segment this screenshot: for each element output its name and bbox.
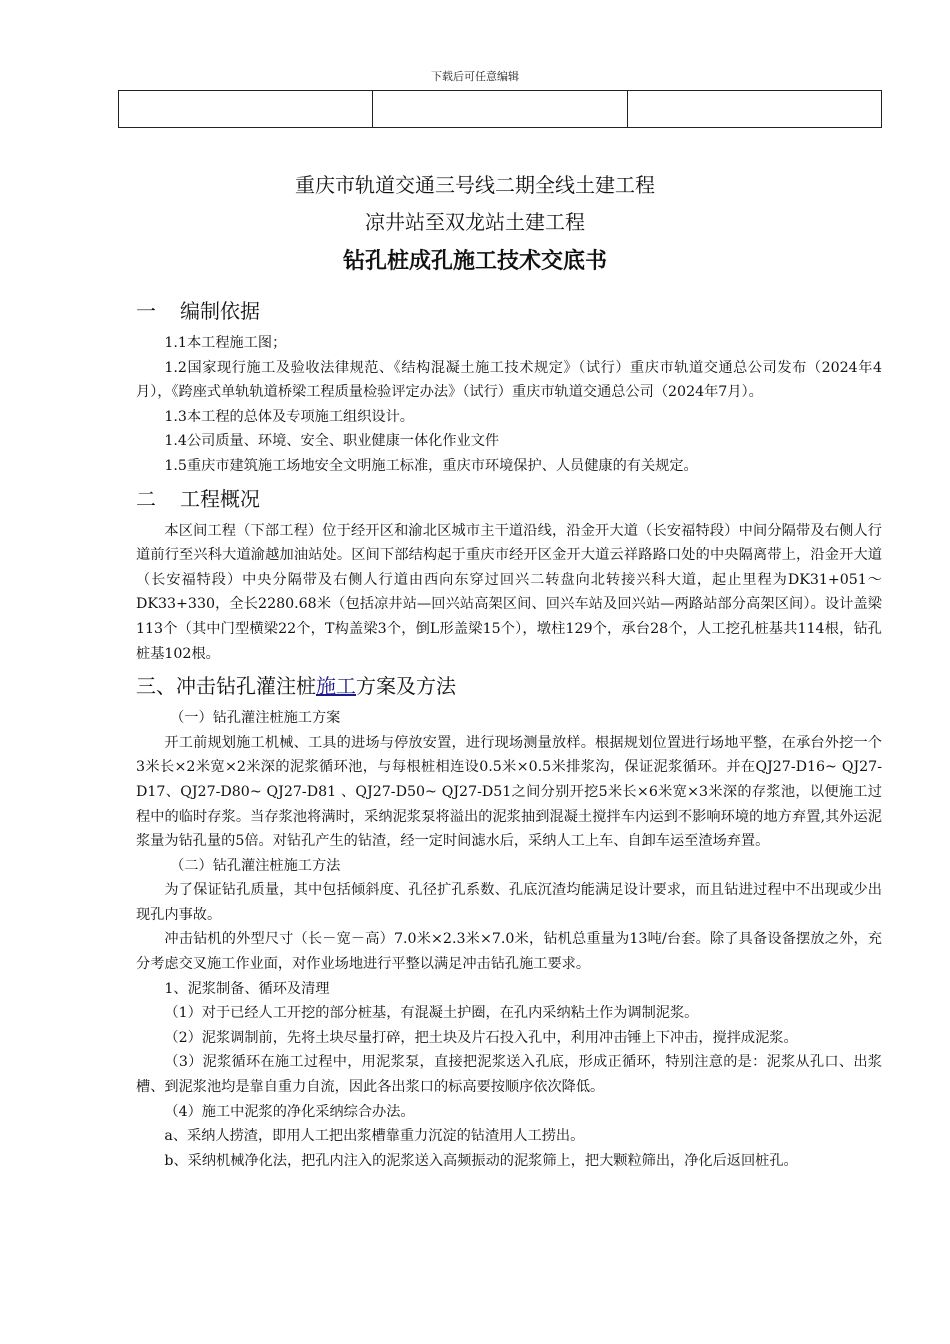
document-body — [136, 297, 882, 1173]
section-heading-3 — [136, 672, 882, 700]
method-paragraph: b、采纳机械净化法，把孔内注入的泥浆送入高频振动的泥浆筛上，把大颗粒筛出，净化后返回桩孔。 — [164, 1152, 798, 1169]
document-titles — [0, 168, 950, 282]
method-paragraph: （2）泥浆调制前，先将土块尽量打碎，把土块及片石投入孔中，利用冲击锤上下冲击，搅拌成泥浆。 — [164, 1029, 798, 1046]
section-number: 一 — [136, 299, 156, 323]
method-paragraph: 开工前规划施工机械、工具的进场与停放安置，进行现场测量放样。根据规划位置进行场地平整，在承台外挖一个3米长×2米宽×2米深的泥浆循环池，与每根桩相连设0.5米×0.5米排浆沟，保证泥浆循环。并在QJ27-D16~ QJ27-D17、QJ27-D80~ QJ27-D81 、QJ27-D50~ QJ27-D51之间分别开挖5米长×6米宽×3米深的存浆池，以便施工过程中的临时存浆。当存浆池将满时，采纳泥浆泵将溢出的泥浆抽到混凝土搅拌车内运到不影响环境的地方弃置,其外运泥浆量为钻孔量的5倍。对钻孔产生的钻渣，经一定时间滤水后，采纳人工上车、自卸车运至渣场弃置。 — [136, 734, 882, 850]
method-paragraph: （3）泥浆循环在施工过程中，用泥浆泵，直接把泥浆送入孔底，形成正循环，特别注意的是：泥浆从孔口、出浆槽、到泥浆池均是靠自重力自流，因此各出浆口的标高要按顺序依次降低。 — [136, 1054, 882, 1096]
method-paragraph: 为了保证钻孔质量，其中包括倾斜度、孔径扩孔系数、孔底沉渣均能满足设计要求，而且钻进过程中不出现或少出现孔内事故。 — [136, 882, 882, 923]
basis-item: 1.4公司质量、环境、安全、职业健康一体化作业文件 — [164, 433, 500, 450]
method-paragraph: （4）施工中泥浆的净化采纳综合办法。 — [164, 1103, 415, 1120]
method-paragraph: 冲击钻机的外型尺寸（长－宽－高）7.0米×2.3米×7.0米，钻机总重量为13吨/台套。除了具备设备摆放之外，充分考虑交叉施工作业面，对作业场地进行平整以满足冲击钻孔施工要求。 — [136, 931, 882, 973]
basis-item: 1.5重庆市建筑施工场地安全文明施工标准，重庆市环境保护、人员健康的有关规定。 — [164, 457, 698, 474]
header-note: 下载后可任意编辑 — [431, 70, 519, 83]
method-paragraph: 1、泥浆制备、循环及清理 — [164, 980, 330, 997]
document-main-title: 钻孔桩成孔施工技术交底书 — [342, 249, 607, 274]
header-table-cell — [119, 91, 373, 127]
basis-item: 1.2国家现行施工及验收法律规范、《结构混凝土施工技术规定》（试行）重庆市轨道交通总公司发布（2024年4月），《跨座式单轨轨道桥梁工程质量检验评定办法》（试行）重庆市轨道交通总公司（2024年7月）。 — [136, 359, 882, 401]
basis-item: 1.3本工程的总体及专项施工组织设计。 — [164, 408, 414, 425]
section-heading-2 — [136, 485, 882, 513]
section-title-prefix: 三、冲击钻孔灌注桩 — [136, 674, 316, 699]
section-number: 二 — [136, 486, 156, 511]
section-heading-1 — [136, 297, 882, 325]
section-title: 编制依据 — [180, 299, 260, 323]
header-table-cell — [373, 91, 627, 127]
basis-item: 1.1本工程施工图； — [164, 335, 287, 351]
project-title: 重庆市轨道交通三号线二期全线土建工程 — [295, 173, 655, 197]
method-paragraph: （1）对于已经人工开挖的部分桩基，有混凝土护圈，在孔内采纳粘土作为调制泥浆。 — [164, 1005, 699, 1022]
section-title: 工程概况 — [180, 486, 260, 511]
section-title-suffix: 方案及方法 — [356, 674, 456, 699]
construction-link[interactable]: 施工 — [316, 674, 356, 699]
subproject-title: 凉井站至双龙站土建工程 — [365, 210, 585, 234]
subheading-method: （二）钻孔灌注桩施工方法 — [170, 857, 341, 874]
overview-paragraph: 本区间工程（下部工程）位于经开区和渝北区城市主干道沿线，沿金开大道（长安福特段）中间分隔带及右侧人行道前行至兴科大道渝越加油站处。区间下部结构起于重庆市经开区金开大道云祥路路口处的中央隔离带上，沿金开大道（长安福特段）中央分隔带及右侧人行道由西向东穿过回兴二转盘向北转接兴科大道，起止里程为DK31+051～DK33+330，全长2280.68米（包括凉井站—回兴站高架区间、回兴车站及回兴站—两路站部分高架区间）。设计盖梁113个（其中门型横梁22个，T构盖梁3个，倒L形盖梁15个），墩柱129个，承台28个，人工挖孔桩基共114根，钻孔桩基102根。 — [136, 522, 882, 662]
method-paragraph: a、采纳人捞渣，即用人工把出浆槽靠重力沉淀的钻渣用人工捞出。 — [164, 1128, 585, 1145]
header-table-cell — [628, 91, 881, 127]
header-table — [118, 90, 882, 128]
subheading-plan: （一）钻孔灌注桩施工方案 — [170, 710, 341, 727]
